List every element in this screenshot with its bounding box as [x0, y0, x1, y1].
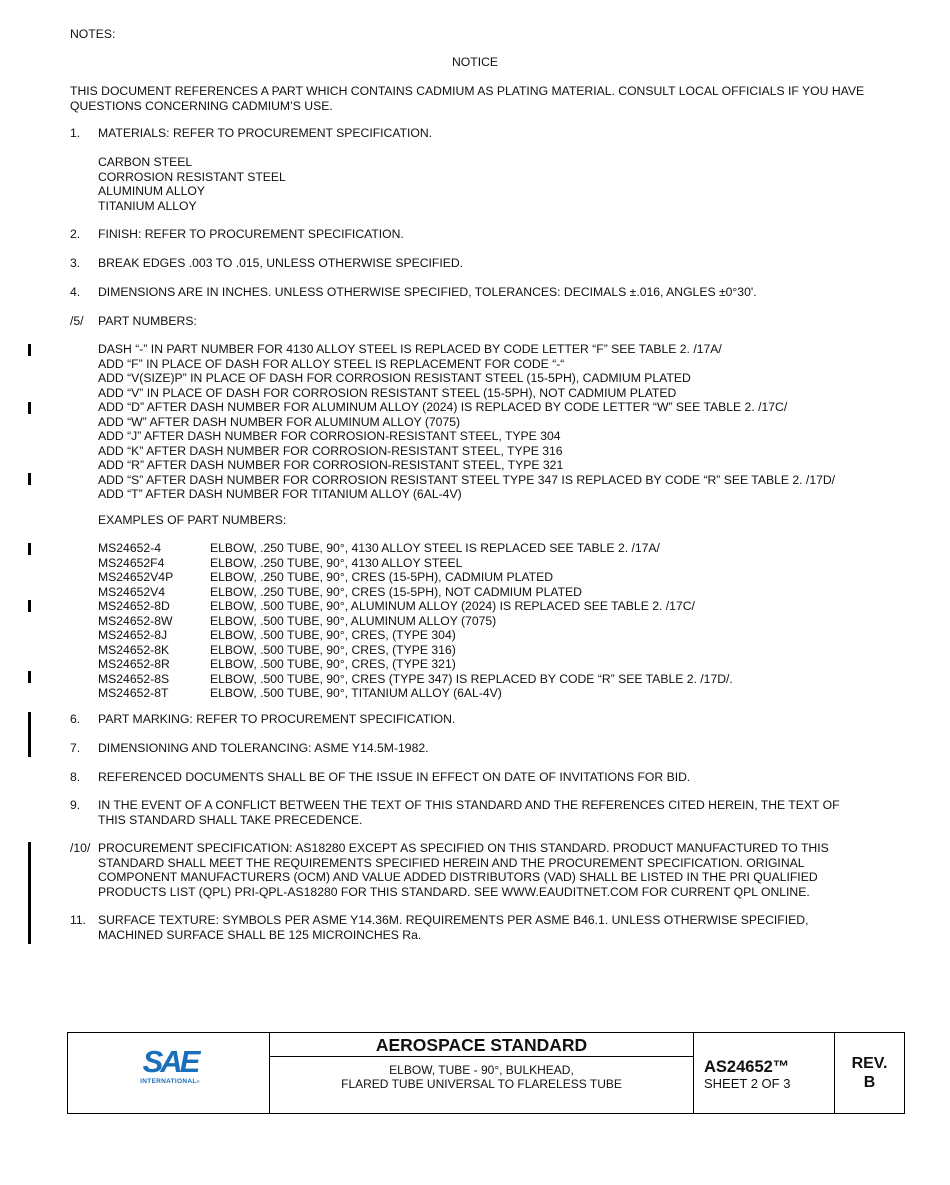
- revision-bar: [28, 473, 31, 485]
- example-description: ELBOW, .250 TUBE, 90°, 4130 ALLOY STEEL IS REPLACED SEE TABLE 2. /17A/: [210, 541, 660, 555]
- note-2-text: FINISH: REFER TO PROCUREMENT SPECIFICATION.: [98, 227, 404, 241]
- revision-bar: [28, 543, 31, 555]
- notice-text: THIS DOCUMENT REFERENCES A PART WHICH CONTAINS CADMIUM AS PLATING MATERIAL. CONSULT LOCAL OFFICIALS IF YOU HAVE QUESTIONS CONCERNING CADMIUM’S USE.: [70, 84, 865, 113]
- example-description: ELBOW, .250 TUBE, 90°, 4130 ALLOY STEEL: [210, 555, 463, 570]
- note-3-number: 3.: [70, 256, 81, 270]
- rule-line: ADD “J” AFTER DASH NUMBER FOR CORROSION-RESISTANT STEEL, TYPE 304: [98, 429, 561, 443]
- note-8-text: REFERENCED DOCUMENTS SHALL BE OF THE ISSUE IN EFFECT ON DATE OF INVITATIONS FOR BID.: [98, 770, 691, 784]
- example-description: ELBOW, .500 TUBE, 90°, CRES (TYPE 347) IS REPLACED BY CODE “R” SEE TABLE 2. /17D/.: [210, 671, 733, 686]
- example-description: ELBOW, .250 TUBE, 90°, CRES (15-5PH), NOT CADMIUM PLATED: [210, 584, 582, 599]
- sheet-number: SHEET 2 OF 3: [704, 1076, 791, 1091]
- note-10-number: /10/: [70, 841, 91, 855]
- example-row: [98, 614, 733, 629]
- revision-bar: [28, 712, 31, 757]
- example-part-number: MS24652-8J: [98, 628, 168, 642]
- rule-line: ADD “V” IN PLACE OF DASH FOR CORROSION RESISTANT STEEL (15-5PH), NOT CADMIUM PLATED: [98, 385, 677, 400]
- material-item: ALUMINUM ALLOY: [98, 184, 206, 198]
- revision-bar: [28, 842, 31, 944]
- sae-logo-mark: SAE: [142, 1044, 198, 1079]
- note-1-number: 1.: [70, 126, 81, 140]
- note-2-number: 2.: [70, 227, 81, 241]
- revision-value: B: [863, 1074, 876, 1091]
- note-9-text: IN THE EVENT OF A CONFLICT BETWEEN THE TEXT OF THIS STANDARD AND THE REFERENCES CITED HEREIN, THE TEXT OF THIS STANDARD SHALL TAKE PRECEDENCE.: [98, 798, 840, 827]
- rule-line: ADD “R” AFTER DASH NUMBER FOR CORROSION-RESISTANT STEEL, TYPE 321: [98, 458, 564, 472]
- standard-title: AEROSPACE STANDARD: [270, 1033, 693, 1057]
- example-part-number: MS24652V4P: [98, 570, 174, 584]
- notes-header: NOTES:: [70, 27, 116, 41]
- example-description: ELBOW, .500 TUBE, 90°, TITANIUM ALLOY (6AL-4V): [210, 686, 502, 700]
- note-6-number: 6.: [70, 712, 81, 726]
- example-part-number: MS24652-8T: [98, 686, 169, 700]
- note-8-number: 8.: [70, 770, 81, 784]
- example-part-number: MS24652-8S: [98, 671, 170, 686]
- example-row: [98, 628, 733, 643]
- rule-line: ADD “D” AFTER DASH NUMBER FOR ALUMINUM ALLOY (2024) IS REPLACED BY CODE LETTER “W” SEE TABLE 2. /17C/: [98, 400, 788, 414]
- rule-line: DASH “-” IN PART NUMBER FOR 4130 ALLOY STEEL IS REPLACED BY CODE LETTER “F” SEE TABLE 2. /17A/: [98, 342, 722, 356]
- example-row: [98, 686, 733, 701]
- material-item: CARBON STEEL: [98, 155, 193, 169]
- part-description-line: ELBOW, TUBE - 90°, BULKHEAD,: [389, 1063, 574, 1077]
- example-row: [98, 556, 733, 571]
- example-part-number: MS24652-8W: [98, 613, 173, 628]
- example-description: ELBOW, .500 TUBE, 90°, CRES, (TYPE 316): [210, 642, 456, 657]
- note-9-number: 9.: [70, 798, 81, 812]
- example-row: [98, 599, 733, 614]
- materials-list: [98, 155, 286, 213]
- title-block: [67, 1032, 905, 1114]
- example-description: ELBOW, .500 TUBE, 90°, ALUMINUM ALLOY (7075): [210, 613, 497, 628]
- example-description: ELBOW, .250 TUBE, 90°, CRES (15-5PH), CADMIUM PLATED: [210, 570, 554, 584]
- note-11-text: SURFACE TEXTURE: SYMBOLS PER ASME Y14.36M. REQUIREMENTS PER ASME B46.1. UNLESS OTHERWISE SPECIFIED, MACHINED SURFACE SHALL BE 125 MICROINCHES Ra.: [98, 913, 809, 942]
- rule-line: ADD “T” AFTER DASH NUMBER FOR TITANIUM ALLOY (6AL-4V): [98, 487, 462, 501]
- example-row: [98, 570, 733, 585]
- sae-logo: [130, 1046, 210, 1086]
- revision-bar: [28, 402, 31, 414]
- logo-cell: [68, 1033, 270, 1113]
- rule-line: ADD “F” IN PLACE OF DASH FOR ALLOY STEEL IS REPLACEMENT FOR CODE “-“: [98, 356, 565, 371]
- revision-bar: [28, 344, 31, 356]
- example-row: [98, 541, 733, 556]
- example-description: ELBOW, .500 TUBE, 90°, ALUMINUM ALLOY (2024) IS REPLACED SEE TABLE 2. /17C/: [210, 599, 695, 613]
- example-part-number: MS24652-8K: [98, 642, 170, 657]
- note-5-text: PART NUMBERS:: [98, 314, 197, 328]
- example-row: [98, 643, 733, 658]
- note-7-text: DIMENSIONING AND TOLERANCING: ASME Y14.5M-1982.: [98, 741, 429, 755]
- revision-cell: [835, 1033, 904, 1113]
- notice-title: NOTICE: [451, 55, 499, 69]
- example-part-number: MS24652V4: [98, 584, 166, 599]
- example-description: ELBOW, .500 TUBE, 90°, CRES, (TYPE 321): [210, 657, 456, 671]
- revision-label: REV.: [851, 1055, 888, 1072]
- example-row: [98, 585, 733, 600]
- note-4-number: 4.: [70, 285, 81, 299]
- examples-table: [98, 541, 733, 701]
- document-number-cell: [694, 1033, 835, 1113]
- note-5-number: /5/: [70, 314, 84, 328]
- rule-line: ADD “K” AFTER DASH NUMBER FOR CORROSION-RESISTANT STEEL, TYPE 316: [98, 443, 563, 458]
- example-part-number: MS24652-8R: [98, 657, 170, 671]
- example-part-number: MS24652F4: [98, 555, 165, 570]
- note-3-text: BREAK EDGES .003 TO .015, UNLESS OTHERWISE SPECIFIED.: [98, 256, 464, 270]
- rule-line: ADD “S” AFTER DASH NUMBER FOR CORROSION RESISTANT STEEL TYPE 347 IS REPLACED BY CODE “R” SEE TABLE 2. /17D/: [98, 472, 836, 487]
- part-description-line: FLARED TUBE UNIVERSAL TO FLARELESS TUBE: [341, 1077, 622, 1091]
- sae-logo-subtitle: INTERNATIONAL®: [140, 1078, 200, 1085]
- description-cell: [270, 1033, 694, 1113]
- note-10-text: PROCUREMENT SPECIFICATION: AS18280 EXCEPT AS SPECIFIED ON THIS STANDARD. PRODUCT MANUFACTURED TO THIS STANDARD SHALL MEET THE REQUIREMENTS SPECIFIED HEREIN AND THE PROCUREMENT SPECIFICATION. ORIGINAL COMPONENT MANUFACTURERS (OCM) AND VALUE ADDED DISTRIBUTORS (VAD) SHALL BE LISTED IN THE PRI QUALIFIED PRODUCTS LIST (QPL) PRI-QPL-AS18280 FOR THIS STANDARD. SEE WWW.EAUDITNET.COM FOR CURRENT QPL ONLINE.: [98, 841, 829, 899]
- note-6-text: PART MARKING: REFER TO PROCUREMENT SPECIFICATION.: [98, 712, 456, 726]
- example-row: [98, 672, 733, 687]
- revision-bar: [28, 671, 31, 683]
- example-row: [98, 657, 733, 672]
- example-part-number: MS24652-8D: [98, 599, 170, 613]
- note-1-text: MATERIALS: REFER TO PROCUREMENT SPECIFICATION.: [98, 126, 433, 140]
- revision-bar: [28, 600, 31, 612]
- document-number: AS24652™: [704, 1058, 790, 1076]
- rule-line: ADD “V(SIZE)P” IN PLACE OF DASH FOR CORROSION RESISTANT STEEL (15-5PH), CADMIUM PLATED: [98, 371, 691, 385]
- material-item: CORROSION RESISTANT STEEL: [98, 169, 286, 184]
- note-4-text: DIMENSIONS ARE IN INCHES. UNLESS OTHERWISE SPECIFIED, TOLERANCES: DECIMALS ±.016, ANGLES ±0°30'.: [98, 285, 757, 299]
- examples-title: EXAMPLES OF PART NUMBERS:: [98, 513, 287, 527]
- note-11-number: 11.: [70, 913, 87, 927]
- example-description: ELBOW, .500 TUBE, 90°, CRES, (TYPE 304): [210, 628, 456, 642]
- part-number-rules: [98, 342, 835, 502]
- rule-line: ADD “W” AFTER DASH NUMBER FOR ALUMINUM ALLOY (7075): [98, 414, 461, 429]
- note-7-number: 7.: [70, 741, 81, 755]
- example-part-number: MS24652-4: [98, 541, 162, 555]
- material-item: TITANIUM ALLOY: [98, 198, 197, 213]
- part-description: [270, 1063, 693, 1091]
